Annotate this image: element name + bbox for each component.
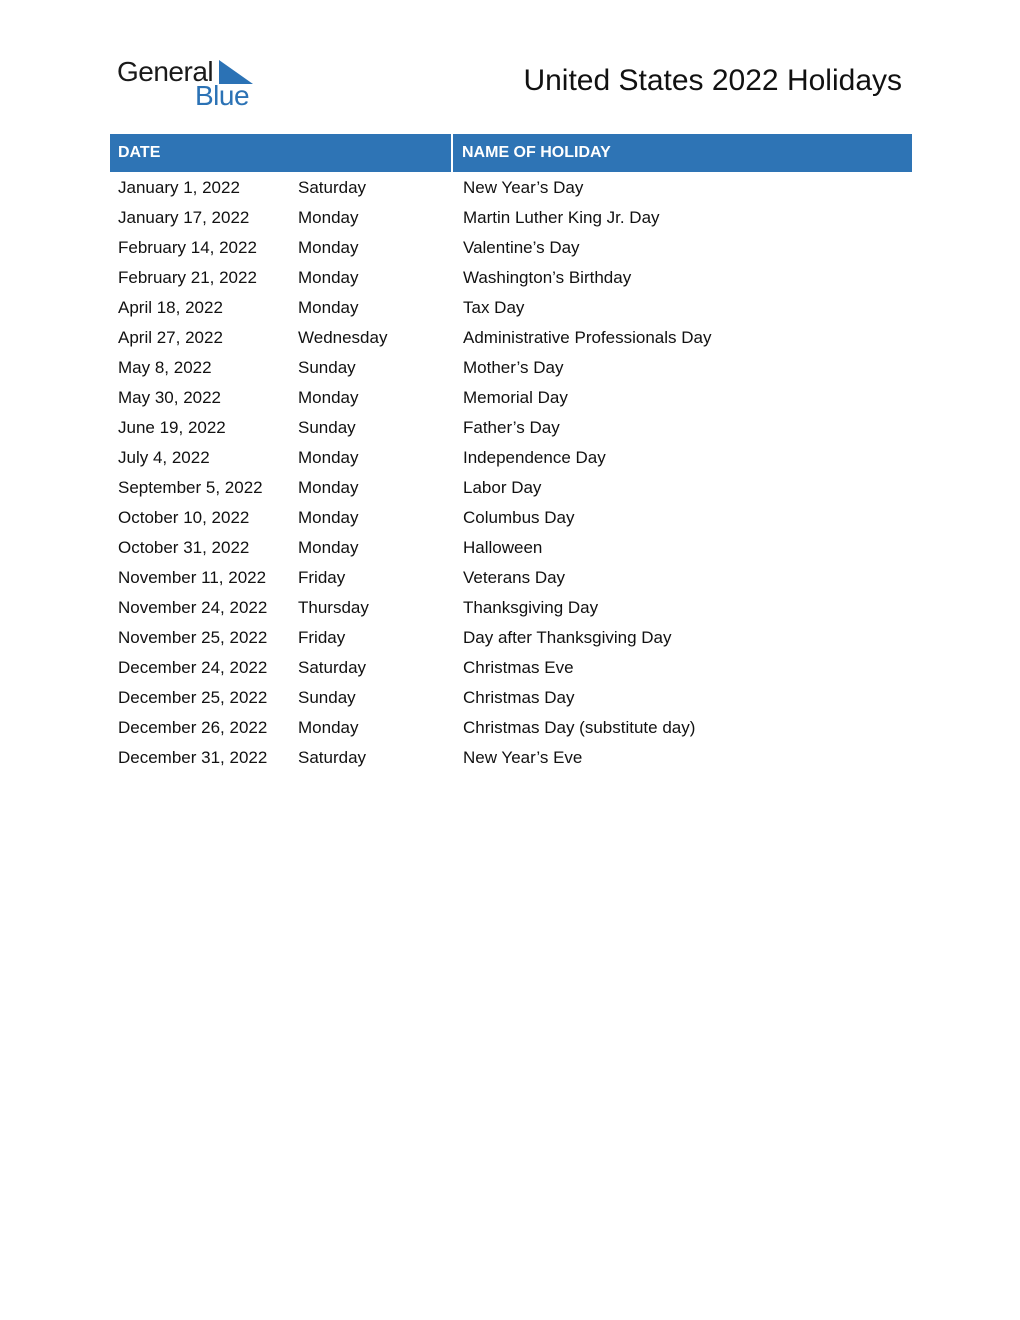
holiday-weekday: Saturday — [298, 658, 367, 677]
holiday-date: May 8, 2022 — [118, 358, 212, 377]
table-row — [110, 413, 912, 443]
logo-text-general: General — [117, 56, 214, 87]
holiday-name: Valentine’s Day — [463, 238, 580, 257]
holiday-date: July 4, 2022 — [118, 448, 210, 467]
holiday-weekday: Monday — [298, 718, 359, 737]
holiday-date: November 11, 2022 — [118, 568, 267, 587]
table-row — [110, 623, 912, 653]
table-row — [110, 653, 912, 683]
table-row — [110, 743, 912, 773]
table-row — [110, 263, 912, 293]
holiday-name: Christmas Day (substitute day) — [463, 718, 696, 737]
holiday-name: Administrative Professionals Day — [463, 328, 712, 347]
generalblue-logo — [117, 56, 257, 112]
table-row — [110, 443, 912, 473]
holiday-weekday: Monday — [298, 238, 359, 257]
holiday-date: May 30, 2022 — [118, 388, 222, 407]
holiday-weekday: Sunday — [298, 358, 356, 377]
holiday-weekday: Monday — [298, 508, 359, 527]
holiday-name: Christmas Day — [463, 688, 575, 707]
holiday-name: Columbus Day — [463, 508, 575, 527]
table-body — [110, 173, 912, 773]
holiday-name: Mother’s Day — [463, 358, 564, 377]
holiday-name: New Year’s Day — [463, 178, 584, 197]
holiday-weekday: Thursday — [298, 598, 369, 617]
table-row — [110, 233, 912, 263]
table-row — [110, 173, 912, 203]
holiday-weekday: Monday — [298, 388, 359, 407]
table-row — [110, 473, 912, 503]
holidays-table — [110, 134, 912, 773]
table-row — [110, 683, 912, 713]
table-row — [110, 713, 912, 743]
holiday-weekday: Monday — [298, 208, 359, 227]
holiday-date: April 27, 2022 — [118, 328, 223, 347]
holiday-name: Thanksgiving Day — [463, 598, 599, 617]
holiday-weekday: Monday — [298, 298, 359, 317]
holiday-weekday: Sunday — [298, 688, 356, 707]
holiday-name: Tax Day — [463, 298, 525, 317]
holiday-weekday: Saturday — [298, 178, 367, 197]
table-row — [110, 503, 912, 533]
holiday-date: October 31, 2022 — [118, 538, 250, 557]
holiday-weekday: Sunday — [298, 418, 356, 437]
holiday-name: Memorial Day — [463, 388, 568, 407]
holiday-date: December 26, 2022 — [118, 718, 268, 737]
holiday-name: Martin Luther King Jr. Day — [463, 208, 660, 227]
holiday-date: June 19, 2022 — [118, 418, 226, 437]
table-row — [110, 323, 912, 353]
holiday-weekday: Friday — [298, 628, 346, 647]
table-row — [110, 563, 912, 593]
holiday-name: Labor Day — [463, 478, 542, 497]
holiday-date: November 25, 2022 — [118, 628, 268, 647]
holiday-weekday: Monday — [298, 478, 359, 497]
table-header — [110, 134, 912, 172]
column-header-holiday-name: NAME OF HOLIDAY — [462, 144, 611, 161]
holiday-name: Christmas Eve — [463, 658, 574, 677]
table-row — [110, 533, 912, 563]
holiday-name: Father’s Day — [463, 418, 560, 437]
holiday-date: October 10, 2022 — [118, 508, 250, 527]
holiday-date: November 24, 2022 — [118, 598, 268, 617]
holiday-date: January 17, 2022 — [118, 208, 250, 227]
holiday-name: Washington’s Birthday — [463, 268, 632, 287]
table-row — [110, 293, 912, 323]
holiday-weekday: Monday — [298, 448, 359, 467]
table-row — [110, 353, 912, 383]
holiday-date: December 31, 2022 — [118, 748, 268, 767]
holiday-date: January 1, 2022 — [118, 178, 240, 197]
holiday-name: Day after Thanksgiving Day — [463, 628, 672, 647]
logo-text-blue: Blue — [195, 80, 250, 111]
holiday-name: Veterans Day — [463, 568, 566, 587]
table-row — [110, 383, 912, 413]
holiday-date: September 5, 2022 — [118, 478, 263, 497]
holiday-weekday: Saturday — [298, 748, 367, 767]
holiday-weekday: Wednesday — [298, 328, 388, 347]
holiday-date: December 24, 2022 — [118, 658, 268, 677]
holiday-date: February 14, 2022 — [118, 238, 257, 257]
holiday-date: December 25, 2022 — [118, 688, 268, 707]
holiday-name: Halloween — [463, 538, 543, 557]
column-header-date: DATE — [110, 134, 453, 172]
page-title: United States 2022 Holidays — [523, 64, 902, 97]
holiday-weekday: Monday — [298, 538, 359, 557]
holiday-weekday: Monday — [298, 268, 359, 287]
holiday-date: February 21, 2022 — [118, 268, 257, 287]
holiday-date: April 18, 2022 — [118, 298, 223, 317]
table-row — [110, 203, 912, 233]
holiday-name: New Year’s Eve — [463, 748, 583, 767]
holiday-weekday: Friday — [298, 568, 346, 587]
table-row — [110, 593, 912, 623]
holiday-name: Independence Day — [463, 448, 606, 467]
